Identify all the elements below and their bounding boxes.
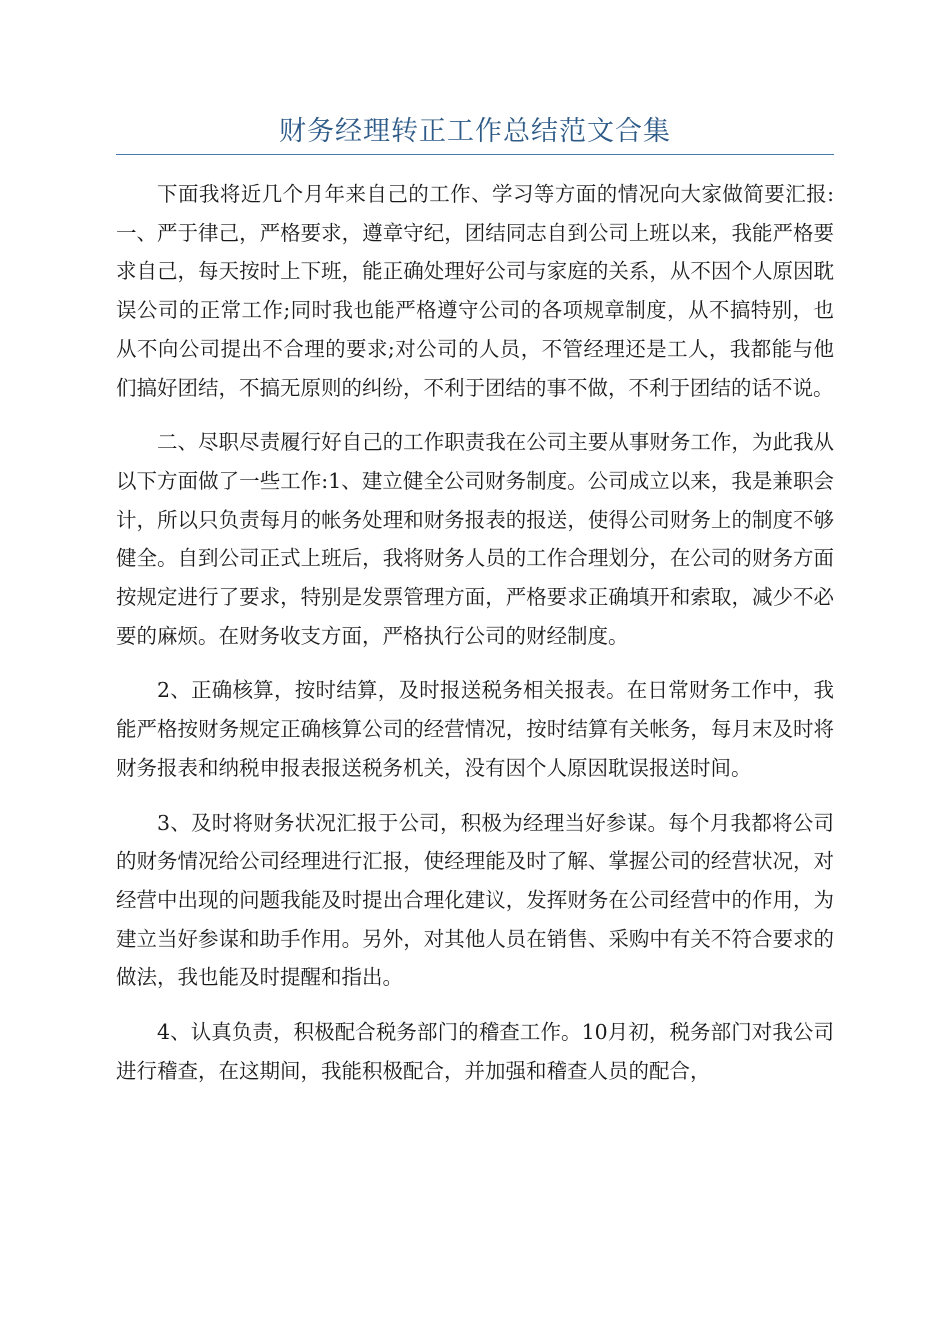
paragraph-3: 2、正确核算，按时结算，及时报送税务相关报表。在日常财务工作中，我能严格按财务规定正确核算公司的经营情况，按时结算有关帐务，每月末及时将财务报表和纳税申报表报送税务机关，没有因个人原因耽误报送时间。 [116, 678, 834, 780]
paragraph-5: 4、认真负责，积极配合税务部门的稽查工作。10月初，税务部门对我公司进行稽查，在这期间，我能积极配合，并加强和稽查人员的配合， [116, 1020, 834, 1083]
paragraph-4: 3、及时将财务状况汇报于公司，积极为经理当好参谋。每个月我都将公司的财务情况给公司经理进行汇报，使经理能及时了解、掌握公司的经营状况，对经营中出现的问题我能及时提出合理化建议，发挥财务在公司经营中的作用，为建立当好参谋和助手作用。另外，对其他人员在销售、采购中有关不符合要求的做法，我也能及时提醒和指出。 [116, 810, 834, 990]
paragraph-1: 下面我将近几个月年来自己的工作、学习等方面的情况向大家做简要汇报:一、严于律己，严格要求，遵章守纪，团结同志自到公司上班以来，我能严格要求自己，每天按时上下班，能正确处理好公司与家庭的关系，从不因个人原因耽误公司的正常工作;同时我也能严格遵守公司的各项规章制度，从不搞特别，也从不向公司提出不合理的要求;对公司的人员，不管经理还是工人，我都能与他们搞好团结，不搞无原则的纠纷，不利于团结的事不做，不利于团结的话不说。 [116, 182, 834, 400]
title-underline [116, 154, 834, 155]
paragraph-2: 二、尽职尽责履行好自己的工作职责我在公司主要从事财务工作，为此我从以下方面做了一些工作:1、建立健全公司财务制度。公司成立以来，我是兼职会计，所以只负责每月的帐务处理和财务报表的报送，使得公司财务上的制度不够健全。自到公司正式上班后，我将财务人员的工作合理划分，在公司的财务方面按规定进行了要求，特别是发票管理方面，严格要求正确填开和索取，减少不必要的麻烦。在财务收支方面，严格执行公司的财经制度。 [116, 430, 834, 648]
document-body [116, 175, 834, 1106]
document-title: 财务经理转正工作总结范文合集 [279, 116, 671, 147]
